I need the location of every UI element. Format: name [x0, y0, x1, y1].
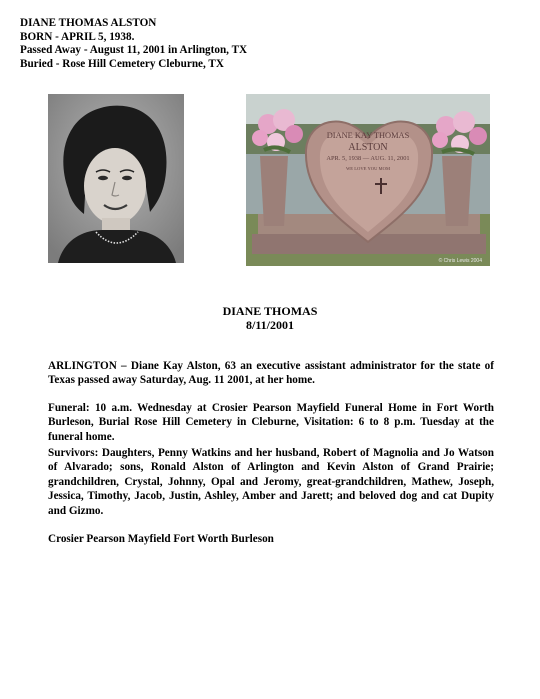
obituary-header	[20, 17, 247, 71]
death-info: Passed Away - August 11, 2001 in Arlington, TX	[20, 44, 248, 57]
headstone-line-3: APR. 5, 1938 — AUG. 11, 2001	[326, 155, 410, 162]
title-name: DIANE THOMAS	[222, 304, 318, 318]
title-date: 8/11/2001	[245, 318, 294, 332]
obituary-paragraph-survivors: Survivors: Daughters, Penny Watkins and her husband, Robert of Magnolia and Jo Watson of Alvarado; sons, Ronald Alston of Arlington and Kevin Alston of Grand Prairie; grandchildren, Crystal, Johnny, Opal and Jeromy, great-grandchildren, Mathew, Joseph, Jessica, Timothy, Jacob, Justin, Ashley, Amber and Jarett; and beloved dog and cat Dupity and Gizmo.	[48, 447, 494, 517]
photo-watermark: © Chris Lewis 2004	[438, 258, 482, 264]
headstone-line-2: ALSTON	[348, 142, 388, 153]
obituary-title	[0, 304, 540, 332]
obituary-paragraph-funeral: Funeral: 10 a.m. Wednesday at Crosier Pearson Mayfield Funeral Home in Fort Worth Burleson, Burial Rose Hill Cemetery in Cleburne, Visitation: 6 to 8 p.m. Tuesday at the funeral home.	[48, 402, 494, 443]
portrait-illustration	[48, 94, 184, 263]
headstone-line-4: WE LOVE YOU MOM	[345, 166, 391, 171]
obituary-paragraph-intro: ARLINGTON – Diane Kay Alston, 63 an executive assistant administrator for the state of Texas passed away Saturday, Aug. 11 2001, at her home.	[48, 360, 494, 387]
deceased-name: DIANE THOMAS ALSTON	[20, 17, 157, 29]
obituary-paragraph-funeral-home: Crosier Pearson Mayfield Fort Worth Burleson	[48, 533, 274, 545]
headstone-illustration	[246, 94, 490, 266]
headstone-photo	[246, 94, 490, 266]
portrait-photo	[48, 94, 184, 263]
headstone-line-1: DIANE KAY THOMAS	[326, 131, 410, 140]
birth-date: BORN - APRIL 5, 1938.	[20, 30, 135, 43]
burial-info: Buried - Rose Hill Cemetery Cleburne, TX	[20, 57, 224, 70]
